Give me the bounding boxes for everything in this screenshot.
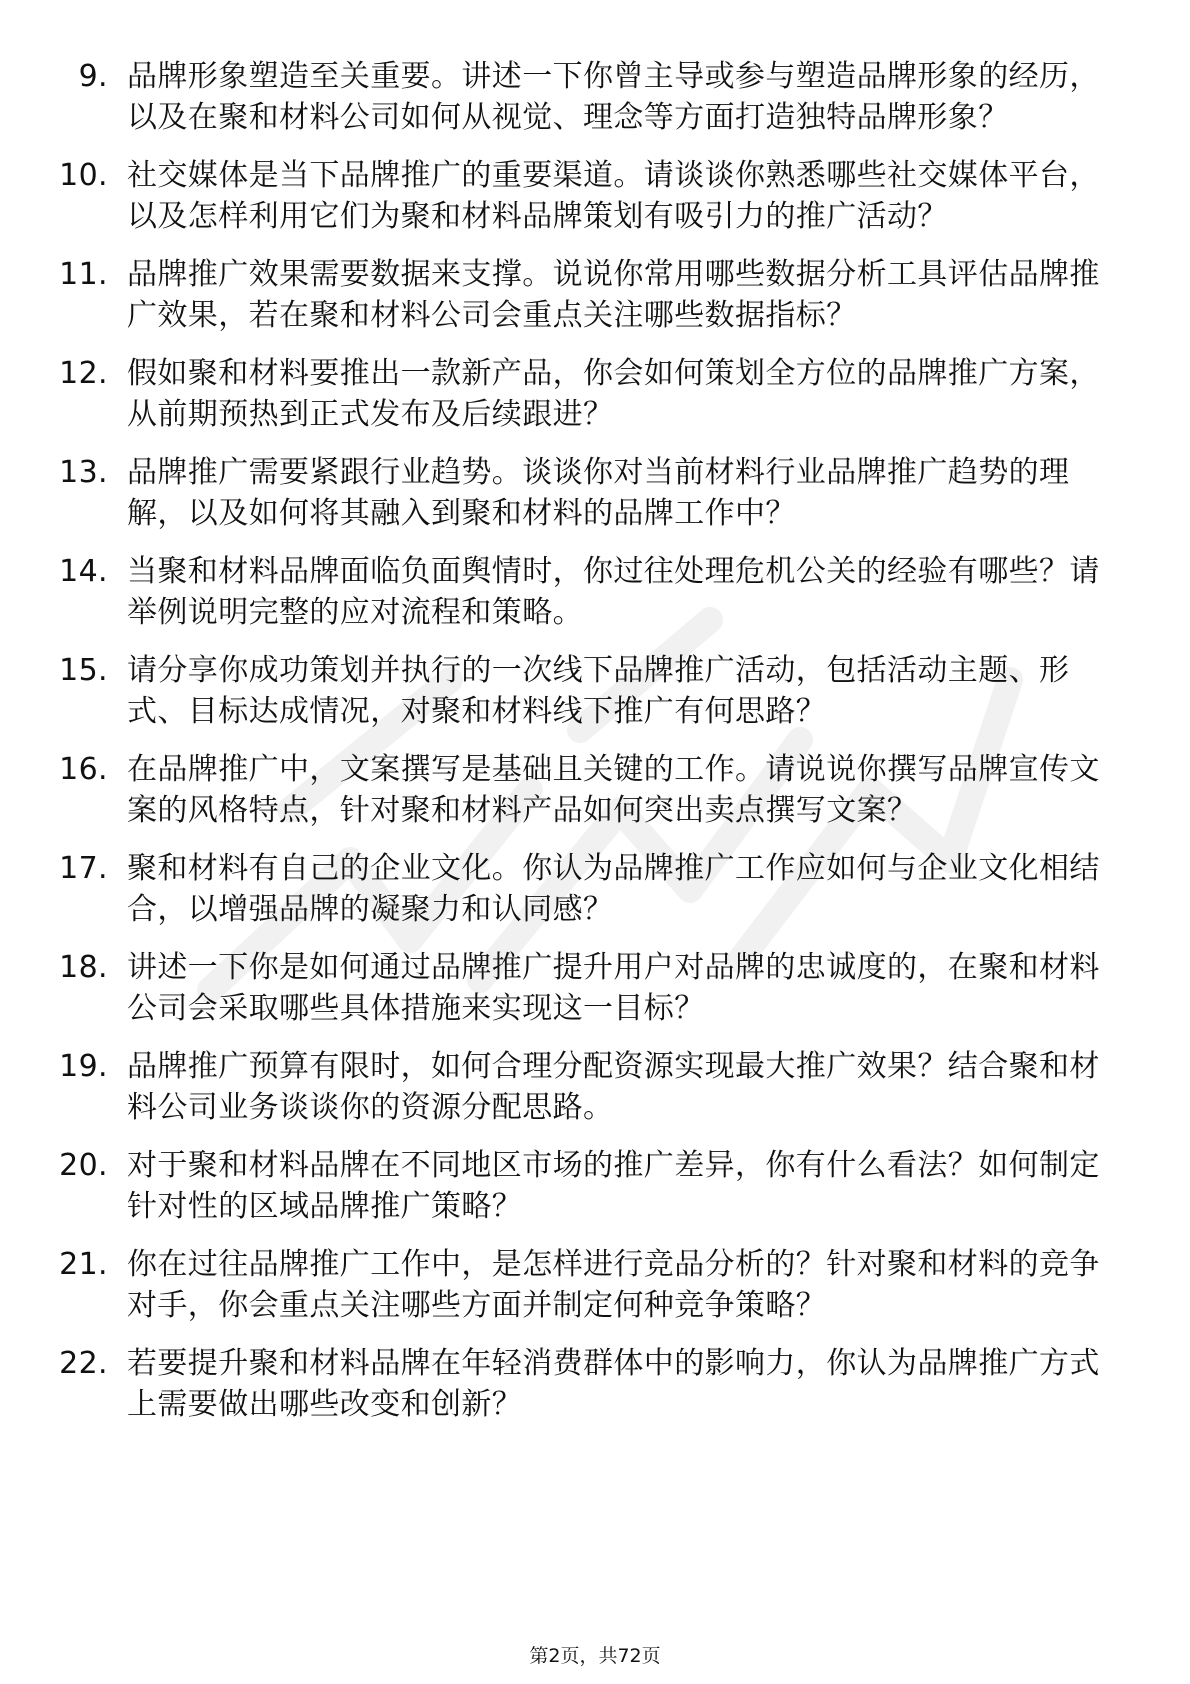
question-text: 品牌推广预算有限时，如何合理分配资源实现最大推广效果？结合聚和材料公司业务谈谈你的资源分配思路。 bbox=[127, 1049, 1100, 1125]
question-number: 21. bbox=[59, 1247, 108, 1282]
question-number: 20. bbox=[59, 1148, 108, 1183]
question-item bbox=[0, 947, 1117, 1029]
question-number: 17. bbox=[59, 851, 108, 886]
question-item bbox=[0, 551, 1117, 633]
question-item bbox=[0, 650, 1117, 732]
question-item bbox=[0, 155, 1117, 237]
question-text: 社交媒体是当下品牌推广的重要渠道。请谈谈你熟悉哪些社交媒体平台，以及怎样利用它们为聚和材料品牌策划有吸引力的推广活动？ bbox=[127, 158, 1100, 234]
question-item bbox=[0, 452, 1117, 534]
question-text: 若要提升聚和材料品牌在年轻消费群体中的影响力，你认为品牌推广方式上需要做出哪些改变和创新？ bbox=[127, 1346, 1100, 1422]
question-list bbox=[0, 56, 1190, 1442]
question-text: 讲述一下你是如何通过品牌推广提升用户对品牌的忠诚度的，在聚和材料公司会采取哪些具体措施来实现这一目标？ bbox=[127, 950, 1100, 1026]
question-text: 当聚和材料品牌面临负面舆情时，你过往处理危机公关的经验有哪些？请举例说明完整的应对流程和策略。 bbox=[127, 554, 1100, 630]
question-item bbox=[0, 1046, 1117, 1128]
question-number: 14. bbox=[59, 554, 108, 589]
question-text: 品牌推广需要紧跟行业趋势。谈谈你对当前材料行业品牌推广趋势的理解，以及如何将其融入到聚和材料的品牌工作中？ bbox=[127, 455, 1070, 531]
question-number: 11. bbox=[59, 257, 108, 292]
question-number: 16. bbox=[59, 752, 108, 787]
question-text: 请分享你成功策划并执行的一次线下品牌推广活动，包括活动主题、形式、目标达成情况，对聚和材料线下推广有何思路？ bbox=[127, 653, 1070, 729]
page-footer bbox=[0, 1641, 1190, 1668]
question-text: 在品牌推广中，文案撰写是基础且关键的工作。请说说你撰写品牌宣传文案的风格特点，针对聚和材料产品如何突出卖点撰写文案？ bbox=[127, 752, 1100, 828]
question-item bbox=[0, 56, 1117, 138]
question-item bbox=[0, 1145, 1117, 1227]
question-text: 品牌推广效果需要数据来支撑。说说你常用哪些数据分析工具评估品牌推广效果，若在聚和材料公司会重点关注哪些数据指标？ bbox=[127, 257, 1100, 333]
question-number: 19. bbox=[59, 1049, 108, 1084]
question-number: 9. bbox=[78, 59, 108, 94]
question-number: 10. bbox=[59, 158, 108, 193]
question-number: 18. bbox=[59, 950, 108, 985]
question-text: 聚和材料有自己的企业文化。你认为品牌推广工作应如何与企业文化相结合，以增强品牌的凝聚力和认同感？ bbox=[127, 851, 1100, 927]
question-text: 你在过往品牌推广工作中，是怎样进行竞品分析的？针对聚和材料的竞争对手，你会重点关注哪些方面并制定何种竞争策略？ bbox=[127, 1247, 1100, 1323]
question-item bbox=[0, 1244, 1117, 1326]
question-number: 13. bbox=[59, 455, 108, 490]
question-number: 12. bbox=[59, 356, 108, 391]
question-text: 品牌形象塑造至关重要。讲述一下你曾主导或参与塑造品牌形象的经历，以及在聚和材料公司如何从视觉、理念等方面打造独特品牌形象？ bbox=[127, 59, 1100, 135]
question-text: 对于聚和材料品牌在不同地区市场的推广差异，你有什么看法？如何制定针对性的区域品牌推广策略？ bbox=[127, 1148, 1100, 1224]
question-item bbox=[0, 1343, 1117, 1425]
question-text: 假如聚和材料要推出一款新产品，你会如何策划全方位的品牌推广方案，从前期预热到正式发布及后续跟进？ bbox=[127, 356, 1100, 432]
question-number: 15. bbox=[59, 653, 108, 688]
question-item bbox=[0, 848, 1117, 930]
question-item bbox=[0, 749, 1117, 831]
question-number: 22. bbox=[59, 1346, 108, 1381]
question-item bbox=[0, 254, 1117, 336]
page-number-label: 第2页，共72页 bbox=[529, 1645, 661, 1667]
question-item bbox=[0, 353, 1117, 435]
